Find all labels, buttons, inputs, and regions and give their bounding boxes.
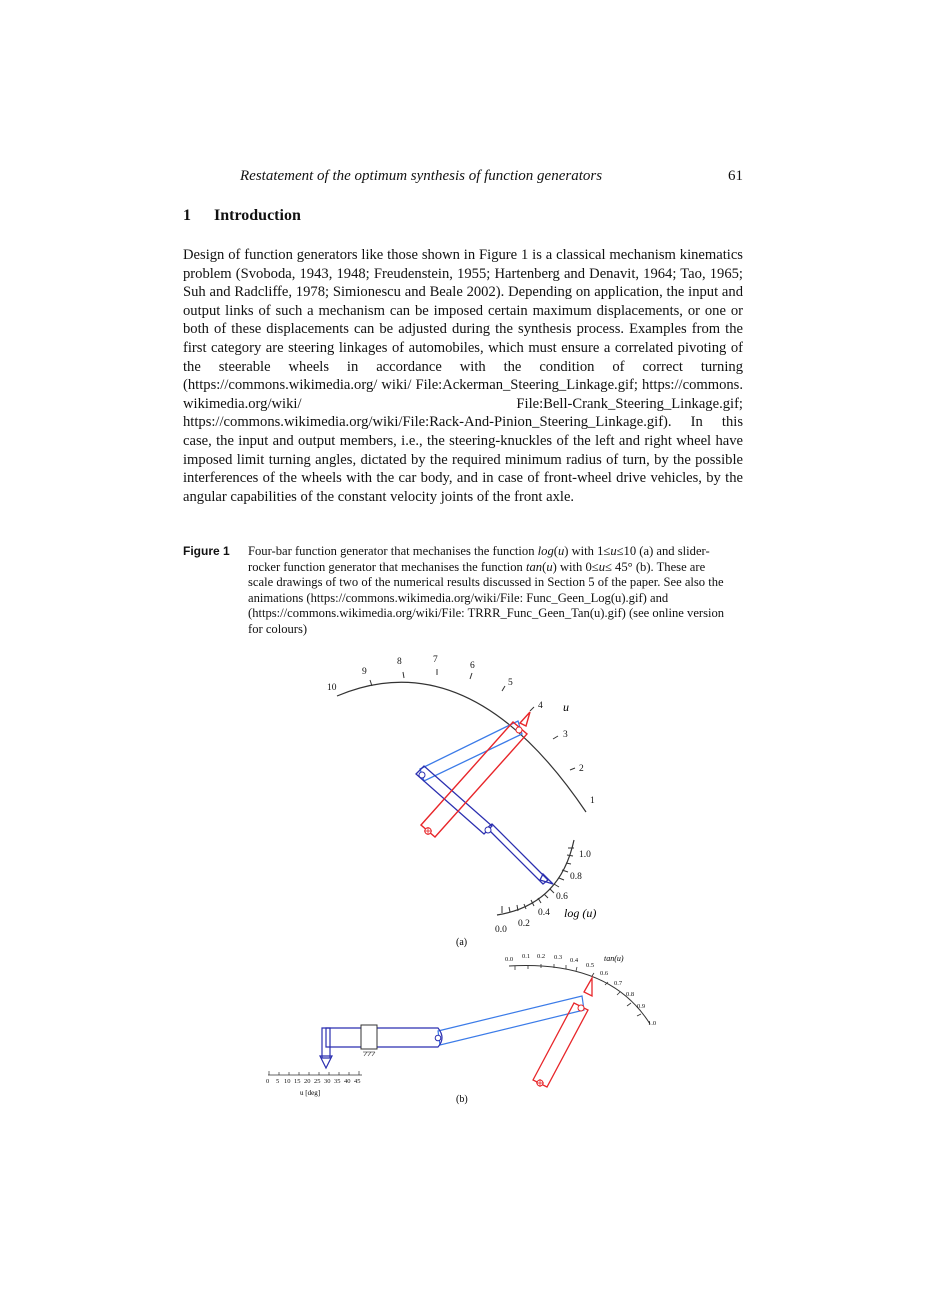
svg-text:35: 35 [334,1078,341,1085]
svg-text:5: 5 [508,678,513,688]
caption-text: Four-bar function generator that mechanises the function log(u) with 1≤u≤10 (a) and slider-rocker function generator that mechanises the function tan(u) with 0≤u≤ 45° (b). These are scale drawings of two of the numerical results discussed in Section 5 of the paper. See also the animations (https://commons.wikimedia.org/wiki/File: Func_Geen_Log(u).gif) and (https://commons.wikimedia.org/wiki/File: TRRR_Func_Geen_Tan(u).gif) (see online version for colours) [248,544,725,636]
section-number: 1 [183,207,191,224]
svg-text:10: 10 [284,1078,291,1085]
svg-text:0.3: 0.3 [554,954,563,961]
svg-text:2: 2 [579,764,584,774]
svg-text:10: 10 [327,683,337,693]
u-linear-tick-labels [266,1078,361,1085]
svg-text:0.4: 0.4 [538,908,550,918]
svg-text:4: 4 [538,701,543,711]
svg-text:0.7: 0.7 [614,980,623,987]
svg-text:3: 3 [563,730,568,740]
u-scale-label: u [563,700,569,714]
svg-text:0.6: 0.6 [600,970,609,977]
svg-text:0: 0 [266,1078,270,1085]
body-paragraph: Design of function generators like those shown in Figure 1 is a classical mechanism kinematics problem (Svoboda, 1943, 1948; Freudenstein, 1955; Hartenberg and Denavit, 1964; Tao, 1965; Suh and Radcliffe, 1978; Simionescu and Beale 2002). Depending on application, the input and output links of such a mechanism can be imposed certain maximum displacements, or one or both of these displacements can be adjusted during the synthesis process. Examples from the first category are steering linkages of automobiles, which must ensure a correlated pivoting of the steerable wheels in accordance with the condition of correct turning (https://commons.wikimedia.org/ wiki/ File:Ackerman_Steering_Linkage.gif; https://commons. wikimedia.org/wiki/ File:Bell-Crank_Steering_Linkage.gif; https://commons.wikimedia.org/wiki/File:Rack-And-Pinion_Steering_Linkage.gif). In this case, the input and output members, i.e., the steering-knuckles of the left and right wheel have imposed limit turning angles, dictated by the required minimum radius of turn, by the possible interferences of the wheels with the car body, and in case of front-wheel drive vehicles, by the angular capabilities of the constant velocity joints of the front axle. [183,247,743,505]
svg-text:1.0: 1.0 [579,850,591,860]
panel-b-label: (b) [456,1094,468,1105]
section-heading [183,207,301,225]
svg-text:0.1: 0.1 [522,953,531,960]
svg-text:0.0: 0.0 [495,925,507,935]
log-scale-label: log (u) [564,906,597,920]
output-link-a [416,766,553,884]
svg-text:0.2: 0.2 [537,953,546,960]
log-tick-labels [495,850,591,935]
svg-text:7: 7 [433,655,438,665]
svg-text:8: 8 [397,657,402,667]
ground-hatch [363,1052,375,1056]
u-scale-arc [337,682,586,812]
svg-text:0.8: 0.8 [570,872,582,882]
svg-text:1: 1 [590,796,595,806]
svg-text:30: 30 [324,1078,331,1085]
svg-text:15: 15 [294,1078,301,1085]
svg-text:20: 20 [304,1078,311,1085]
coupler-link-b [438,996,584,1045]
svg-text:9: 9 [362,667,367,677]
log-scale-ticks [502,848,574,913]
figure-label: Figure 1 [183,544,230,558]
slider-link-b [320,1028,442,1068]
svg-text:0.9: 0.9 [637,1003,646,1010]
input-link-b [533,978,592,1087]
section-title: Introduction [214,207,301,224]
svg-text:0.5: 0.5 [586,962,595,969]
tan-scale-label: tan(u) [604,954,624,963]
u-scale-ticks [370,669,575,770]
slider-block [361,1025,377,1049]
svg-text:6: 6 [470,661,475,671]
svg-text:5: 5 [276,1078,280,1085]
tan-tick-labels [505,953,656,1027]
log-scale-arc [497,840,574,915]
running-header [183,168,743,190]
svg-text:25: 25 [314,1078,321,1085]
u-tick-labels [327,655,595,806]
panel-a-label: (a) [456,937,468,948]
svg-text:40: 40 [344,1078,351,1085]
panel-b [266,953,656,1105]
u-linear-label: u [deg] [300,1089,321,1097]
svg-text:0.8: 0.8 [626,991,635,998]
svg-text:1.0: 1.0 [648,1020,657,1027]
svg-text:0.0: 0.0 [505,956,514,963]
panel-a [327,655,596,948]
svg-text:0.6: 0.6 [556,892,568,902]
running-title: Restatement of the optimum synthesis of function generators [240,168,603,184]
svg-text:0.4: 0.4 [570,957,579,964]
svg-text:0.2: 0.2 [518,919,530,929]
figure-1-drawing [255,650,675,1110]
svg-text:45: 45 [354,1078,361,1085]
page-number: 61 [728,168,743,184]
